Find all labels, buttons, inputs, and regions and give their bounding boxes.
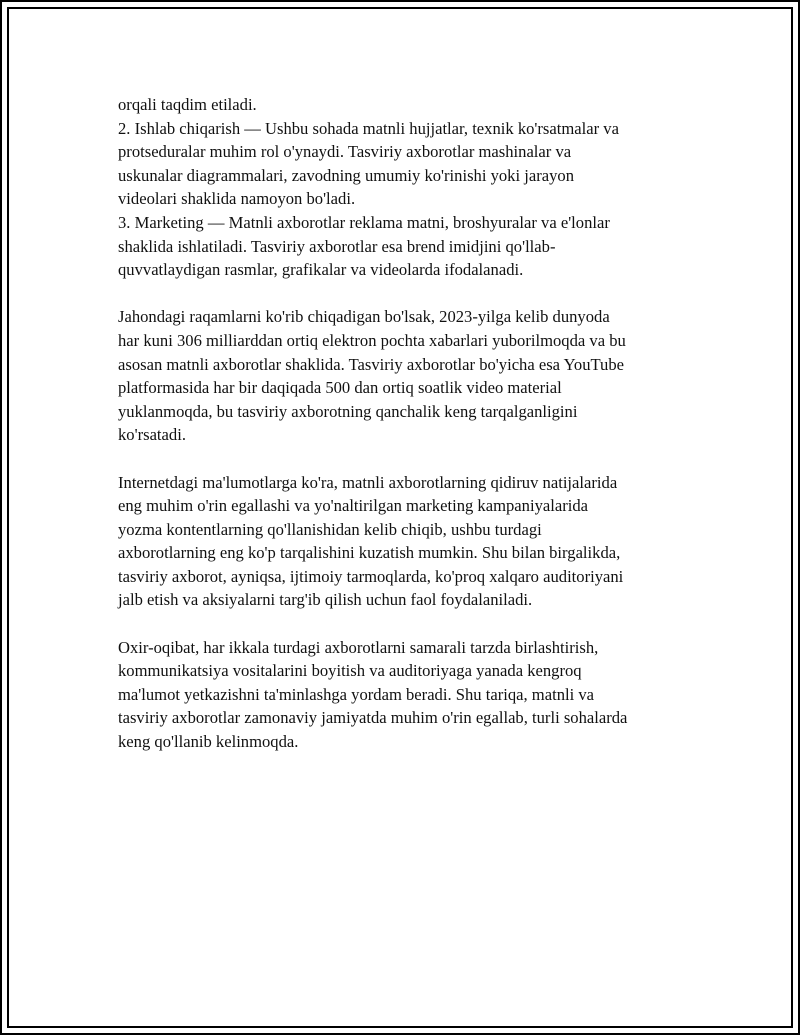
text-line: shaklida ishlatiladi. Tasviriy axborotlar esa brend imidjini qo'llab- — [118, 236, 556, 256]
text-line: protseduralar muhim rol o'ynaydi. Tasviriy axborotlar mashinalar va — [118, 142, 572, 162]
text-line: 2. Ishlab chiqarish — Ushbu sohada matnli hujjatlar, texnik ko'rsatmalar va — [118, 118, 619, 138]
text-line: ko'rsatadi. — [118, 425, 186, 445]
text-line: quvvatlaydigan rasmlar, grafikalar va videolarda ifodalanadi. — [118, 260, 524, 280]
text-line: kommunikatsiya vositalarini boyitish va auditoriyaga yanada kengroq — [118, 661, 582, 681]
text-line: uskunalar diagrammalari, zavodning umumiy ko'rinishi yoki jarayon — [118, 165, 574, 185]
text-line: keng qo'llanib kelinmoqda. — [118, 732, 299, 752]
text-line: yozma kontentlarning qo'llanishidan kelib chiqib, ushbu turdagi — [118, 519, 542, 539]
paragraph-world-statistics — [118, 305, 698, 447]
text-line: asosan matnli axborotlar shaklida. Tasviriy axborotlar bo'yicha esa YouTube — [118, 354, 625, 374]
paragraph-gap — [118, 612, 698, 636]
paragraph-industry-marketing — [118, 93, 698, 282]
paragraph-internet-data — [118, 471, 698, 613]
document-body — [118, 93, 698, 754]
text-line: ma'lumot yetkazishni ta'minlashga yordam beradi. Shu tariqa, matnli va — [118, 684, 595, 704]
text-line: yuklanmoqda, bu tasviriy axborotning qanchalik keng tarqalganligini — [118, 401, 578, 421]
text-line: har kuni 306 milliarddan ortiq elektron pochta xabarlari yuborilmoqda va bu — [118, 330, 626, 350]
text-line: Internetdagi ma'lumotlarga ko'ra, matnli axborotlarning qidiruv natijalarida — [118, 472, 618, 492]
text-line: Jahondagi raqamlarni ko'rib chiqadigan bo'lsak, 2023-yilga kelib dunyoda — [118, 307, 610, 327]
text-line: Oxir-oqibat, har ikkala turdagi axborotlarni samarali tarzda birlashtirish, — [118, 637, 599, 657]
text-line: platformasida har bir daqiqada 500 dan ortiq soatlik video material — [118, 378, 562, 398]
text-line: videolari shaklida namoyon bo'ladi. — [118, 189, 356, 209]
text-line: tasviriy axborot, ayniqsa, ijtimoiy tarmoqlarda, ko'proq xalqaro auditoriyani — [118, 566, 624, 586]
paragraph-gap — [118, 447, 698, 471]
text-line: axborotlarning eng ko'p tarqalishini kuzatish mumkin. Shu bilan birgalikda, — [118, 543, 621, 563]
paragraph-gap — [118, 282, 698, 306]
text-line: jalb etish va aksiyalarni targ'ib qilish uchun faol foydalaniladi. — [118, 590, 533, 610]
text-line: eng muhim o'rin egallashi va yo'naltirilgan marketing kampaniyalarida — [118, 496, 589, 516]
text-line: tasviriy axborotlar zamonaviy jamiyatda muhim o'rin egallab, turli sohalarda — [118, 708, 628, 728]
text-line: orqali taqdim etiladi. — [118, 95, 257, 114]
text-line: 3. Marketing — Matnli axborotlar reklama matni, broshyuralar va e'lonlar — [118, 212, 610, 232]
paragraph-conclusion — [118, 636, 698, 754]
